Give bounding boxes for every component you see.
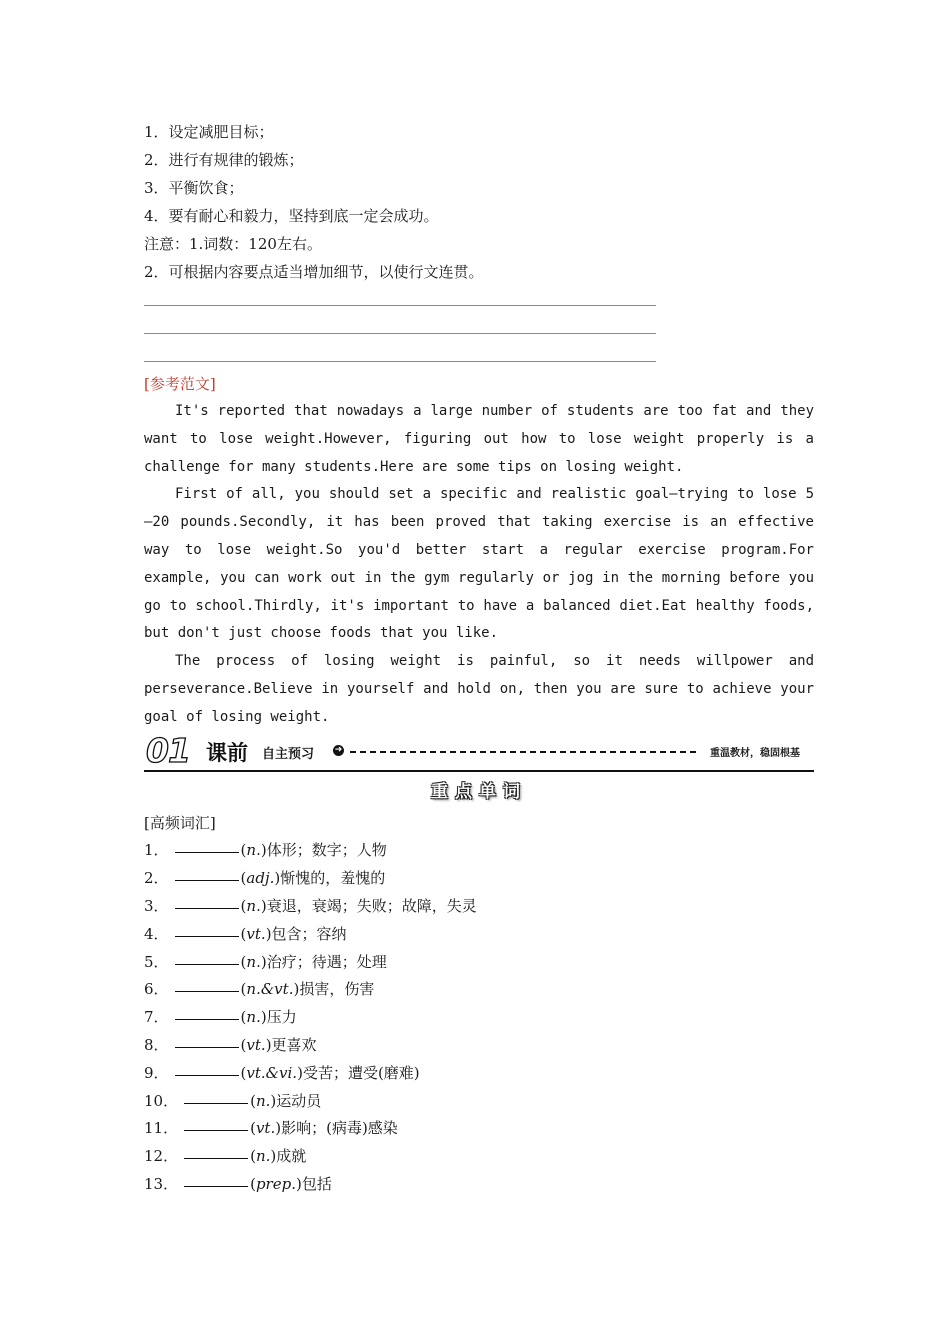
banner-title: 课前 xyxy=(206,740,248,765)
section-banner xyxy=(144,730,814,772)
vocab-item xyxy=(144,921,814,949)
vocab-meaning: 包括 xyxy=(301,1174,332,1193)
vocab-number: 10． xyxy=(144,1091,179,1110)
vocab-part-of-speech: n. xyxy=(246,952,261,971)
paren-close: ) xyxy=(260,952,267,971)
paren-close: ) xyxy=(270,1091,277,1110)
vocab-part-of-speech: n.&vt. xyxy=(246,980,294,999)
vocab-number: 12． xyxy=(144,1147,179,1166)
vocab-number: 2． xyxy=(144,869,169,888)
paren-close: ) xyxy=(297,1063,303,1082)
vocab-answer-blank[interactable] xyxy=(175,894,239,909)
paren-close: ) xyxy=(270,1147,277,1166)
arrow-right-icon: ➜ xyxy=(334,744,343,755)
paren-close: ) xyxy=(260,841,267,860)
vocab-answer-blank[interactable] xyxy=(184,1172,248,1187)
vocab-number: 5． xyxy=(144,952,169,971)
vocab-meaning: 影响；(病毒)感染 xyxy=(281,1119,398,1138)
paren-open: ( xyxy=(240,952,247,971)
paren-open: ( xyxy=(240,924,247,943)
vocab-item xyxy=(144,1171,814,1199)
paren-close: ) xyxy=(293,980,300,999)
paren-open: ( xyxy=(240,1008,247,1027)
vocab-item xyxy=(144,1143,814,1171)
vocab-list xyxy=(144,837,814,1198)
vocab-answer-blank[interactable] xyxy=(175,866,239,881)
note-line: 2．可根据内容要点适当增加细节，以使行文连贯。 xyxy=(144,263,484,281)
vocab-answer-blank[interactable] xyxy=(175,977,239,992)
vocab-item xyxy=(144,1004,814,1032)
paren-open: ( xyxy=(240,896,247,915)
vocab-part-of-speech: prep. xyxy=(255,1174,296,1193)
vocab-meaning: 运动员 xyxy=(276,1091,322,1110)
vocab-part-of-speech: vt. xyxy=(246,924,266,943)
banner-dashed-rule xyxy=(350,751,696,753)
vocab-number: 6． xyxy=(144,980,169,999)
paren-open: ( xyxy=(240,1035,247,1054)
vocab-header: [高频词汇] xyxy=(144,813,216,832)
vocab-answer-blank[interactable] xyxy=(175,950,239,965)
step-item: 4．要有耐心和毅力，坚持到底一定会成功。 xyxy=(144,207,439,225)
paren-open: ( xyxy=(250,1174,256,1193)
vocab-number: 8． xyxy=(144,1035,169,1054)
vocab-answer-blank[interactable] xyxy=(175,838,239,853)
vocab-number: 7． xyxy=(144,1008,169,1027)
vocab-answer-blank[interactable] xyxy=(184,1144,248,1159)
vocab-part-of-speech: n. xyxy=(255,1147,271,1166)
vocab-item xyxy=(144,949,814,977)
vocab-meaning: 包含；容纳 xyxy=(271,924,347,943)
section-title xyxy=(144,774,814,810)
banner-subtitle: 自主预习 xyxy=(262,746,315,762)
vocab-part-of-speech: vt. xyxy=(246,1035,266,1054)
paren-close: ) xyxy=(265,924,272,943)
vocab-number: 11． xyxy=(144,1119,179,1138)
answer-blank-line xyxy=(144,286,814,314)
vocab-answer-blank[interactable] xyxy=(184,1089,248,1104)
vocab-answer-blank[interactable] xyxy=(175,1005,239,1020)
note-line: 注意：1.词数：120左右。 xyxy=(144,235,322,253)
step-item: 2．进行有规律的锻炼； xyxy=(144,151,304,169)
answer-blank-line xyxy=(144,314,814,342)
paren-open: ( xyxy=(250,1147,256,1166)
vocab-meaning: 惭愧的，羞愧的 xyxy=(280,869,386,888)
vocab-number: 3． xyxy=(144,896,169,915)
vocab-part-of-speech: n. xyxy=(255,1091,271,1110)
vocab-meaning: 压力 xyxy=(266,1008,297,1027)
vocab-answer-blank[interactable] xyxy=(175,1061,239,1076)
vocab-meaning: 治疗；待遇；处理 xyxy=(266,952,387,971)
section-title-text: 重点单词 xyxy=(431,781,527,802)
paren-close: ) xyxy=(260,1008,267,1027)
vocab-part-of-speech: adj. xyxy=(246,869,275,888)
step-item: 3．平衡饮食； xyxy=(144,179,244,197)
vocab-part-of-speech: n. xyxy=(246,841,261,860)
vocab-item xyxy=(144,837,814,865)
vocab-number: 9． xyxy=(144,1063,169,1082)
vocab-item xyxy=(144,1060,814,1088)
vocab-item xyxy=(144,1032,814,1060)
vocab-number: 4． xyxy=(144,924,169,943)
vocab-part-of-speech: vt.&vi. xyxy=(246,1063,298,1082)
vocab-meaning: 更喜欢 xyxy=(271,1035,317,1054)
vocab-answer-blank[interactable] xyxy=(184,1116,248,1131)
paren-close: ) xyxy=(260,896,267,915)
vocab-meaning: 受苦；遭受(磨难) xyxy=(302,1063,420,1082)
vocab-number: 1． xyxy=(144,841,169,860)
vocab-item xyxy=(144,1115,814,1143)
paren-open: ( xyxy=(250,1119,256,1138)
vocab-item xyxy=(144,976,814,1004)
paren-close: ) xyxy=(274,869,281,888)
essay-paragraph: It's reported that nowadays a large number of students are too fat and they want to lose weight.However, figuring out how to lose weight properly is a challenge for many students.Here are some tips on losing weight. xyxy=(144,403,814,475)
document-page xyxy=(144,118,814,1199)
vocab-item xyxy=(144,893,814,921)
banner-number: 01 xyxy=(146,730,190,770)
vocab-item xyxy=(144,1088,814,1116)
step-item: 1．设定减肥目标； xyxy=(144,123,274,141)
vocab-part-of-speech: n. xyxy=(246,1008,261,1027)
paren-open: ( xyxy=(250,1091,256,1110)
vocab-part-of-speech: n. xyxy=(246,896,261,915)
vocab-item xyxy=(144,865,814,893)
essay-paragraph: First of all, you should set a specific and realistic goal—trying to lose 5—20 pounds.Secondly, it has been proved that taking exercise is an effective way to lose weight.So you'd better start a regular exercise program.For example, you can work out in the gym regularly or jog in the morning before you go to school.Thirdly, it's important to have a balanced diet.Eat healthy foods, but don't just choose foods that you like. xyxy=(144,486,814,642)
answer-blank-line xyxy=(144,342,814,370)
vocab-answer-blank[interactable] xyxy=(175,1033,239,1048)
vocab-meaning: 衰退，衰竭；失败；故障，失灵 xyxy=(266,896,477,915)
paren-open: ( xyxy=(240,1063,247,1082)
paren-close: ) xyxy=(275,1119,282,1138)
vocab-answer-blank[interactable] xyxy=(175,922,239,937)
paren-open: ( xyxy=(240,869,247,888)
banner-motto: 重温教材，稳固根基 xyxy=(710,747,800,759)
reference-label: [参考范文] xyxy=(144,375,216,393)
vocab-part-of-speech: vt. xyxy=(255,1119,276,1138)
essay-paragraph: The process of losing weight is painful, so it needs willpower and perseverance.Believe in yourself and hold on, then you are sure to achieve your goal of losing weight. xyxy=(144,653,814,725)
vocab-meaning: 损害，伤害 xyxy=(299,980,375,999)
paren-open: ( xyxy=(240,841,247,860)
vocab-meaning: 成就 xyxy=(276,1147,307,1166)
vocab-number: 13． xyxy=(144,1174,179,1193)
paren-close: ) xyxy=(265,1035,272,1054)
vocab-meaning: 体形；数字；人物 xyxy=(266,841,387,860)
paren-open: ( xyxy=(240,980,247,999)
paren-close: ) xyxy=(295,1174,302,1193)
